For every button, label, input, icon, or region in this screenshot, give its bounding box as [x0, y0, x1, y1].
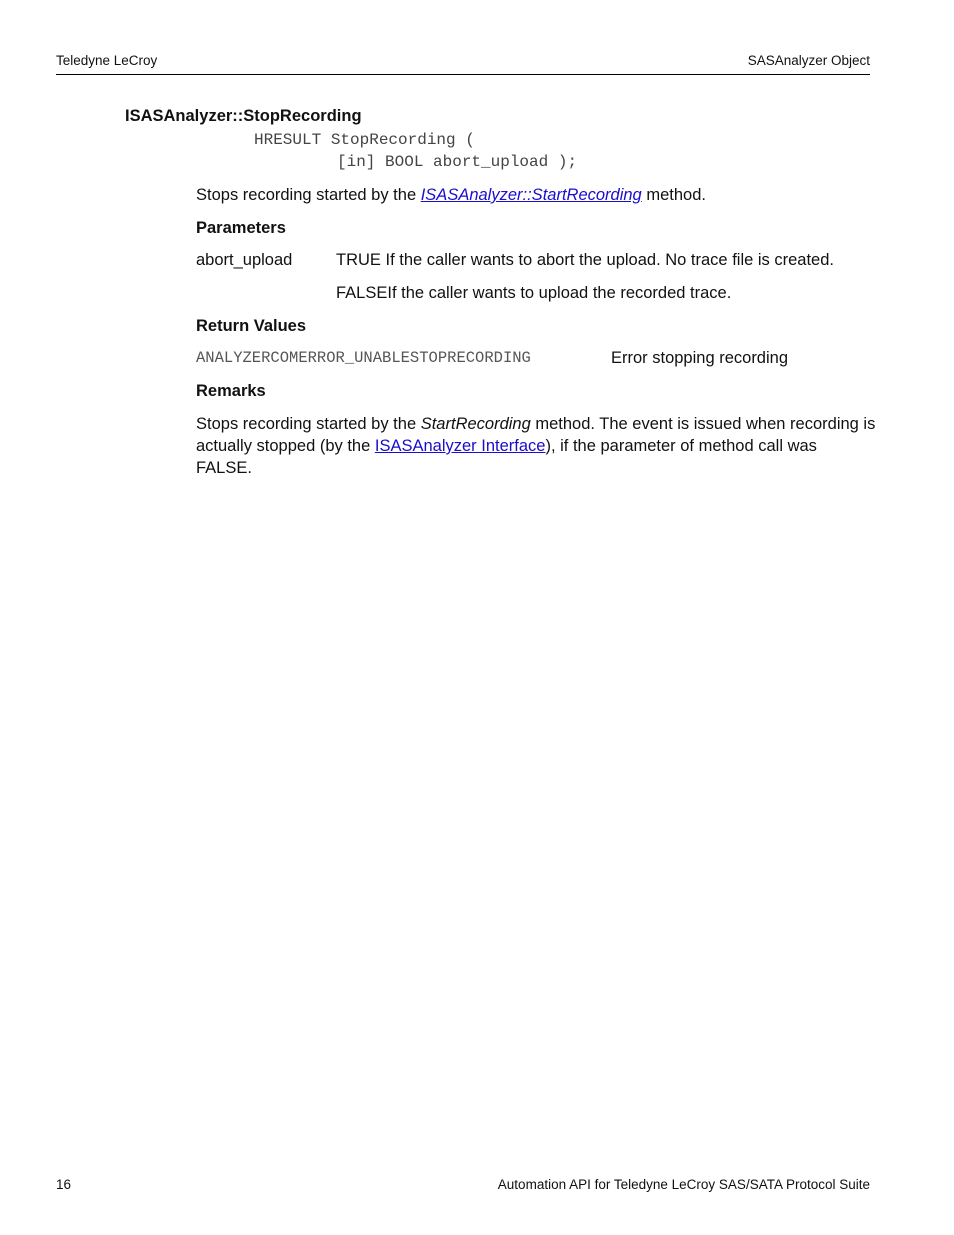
start-recording-link[interactable]: ISASAnalyzer::StartRecording: [420, 186, 642, 204]
description-suffix: method.: [641, 186, 706, 204]
return-value-desc: Error stopping recording: [611, 349, 789, 367]
return-values-heading: Return Values: [196, 317, 307, 335]
description-prefix: Stops recording started by the: [196, 186, 421, 204]
remarks-part-2: method. The event is issued when recording is actually stopped (by the: [196, 415, 876, 455]
return-value-code: ANALYZERCOMERROR_UNABLESTOPRECORDING: [196, 349, 531, 367]
remarks-part-3: ), if the parameter of method call was FALSE.: [196, 437, 817, 477]
method-title: ISASAnalyzer::StopRecording: [125, 107, 362, 125]
header-section: SASAnalyzer Object: [747, 53, 870, 68]
code-signature-line-1: HRESULT StopRecording (: [254, 131, 475, 149]
parameter-desc-false: FALSEIf the caller wants to upload the recorded trace.: [336, 284, 732, 302]
page-header: [56, 52, 870, 75]
header-company: Teledyne LeCroy: [56, 53, 158, 68]
page-number: 16: [56, 1177, 72, 1192]
footer-title: Automation API for Teledyne LeCroy SAS/SATA Protocol Suite: [497, 1177, 870, 1192]
remarks-heading: Remarks: [196, 382, 266, 400]
isasanalyzer-interface-link[interactable]: ISASAnalyzer Interface: [374, 437, 546, 455]
parameter-name: abort_upload: [196, 251, 293, 269]
parameter-desc-true: TRUE If the caller wants to abort the upload. No trace file is created.: [336, 251, 834, 269]
code-signature-line-2: [in] BOOL abort_upload );: [337, 153, 578, 171]
remarks-italic: StartRecording: [420, 415, 531, 433]
remarks-part-1: Stops recording started by the: [196, 415, 421, 433]
method-description: [196, 184, 706, 206]
parameters-heading: Parameters: [196, 219, 286, 237]
remarks-body: [196, 413, 876, 479]
